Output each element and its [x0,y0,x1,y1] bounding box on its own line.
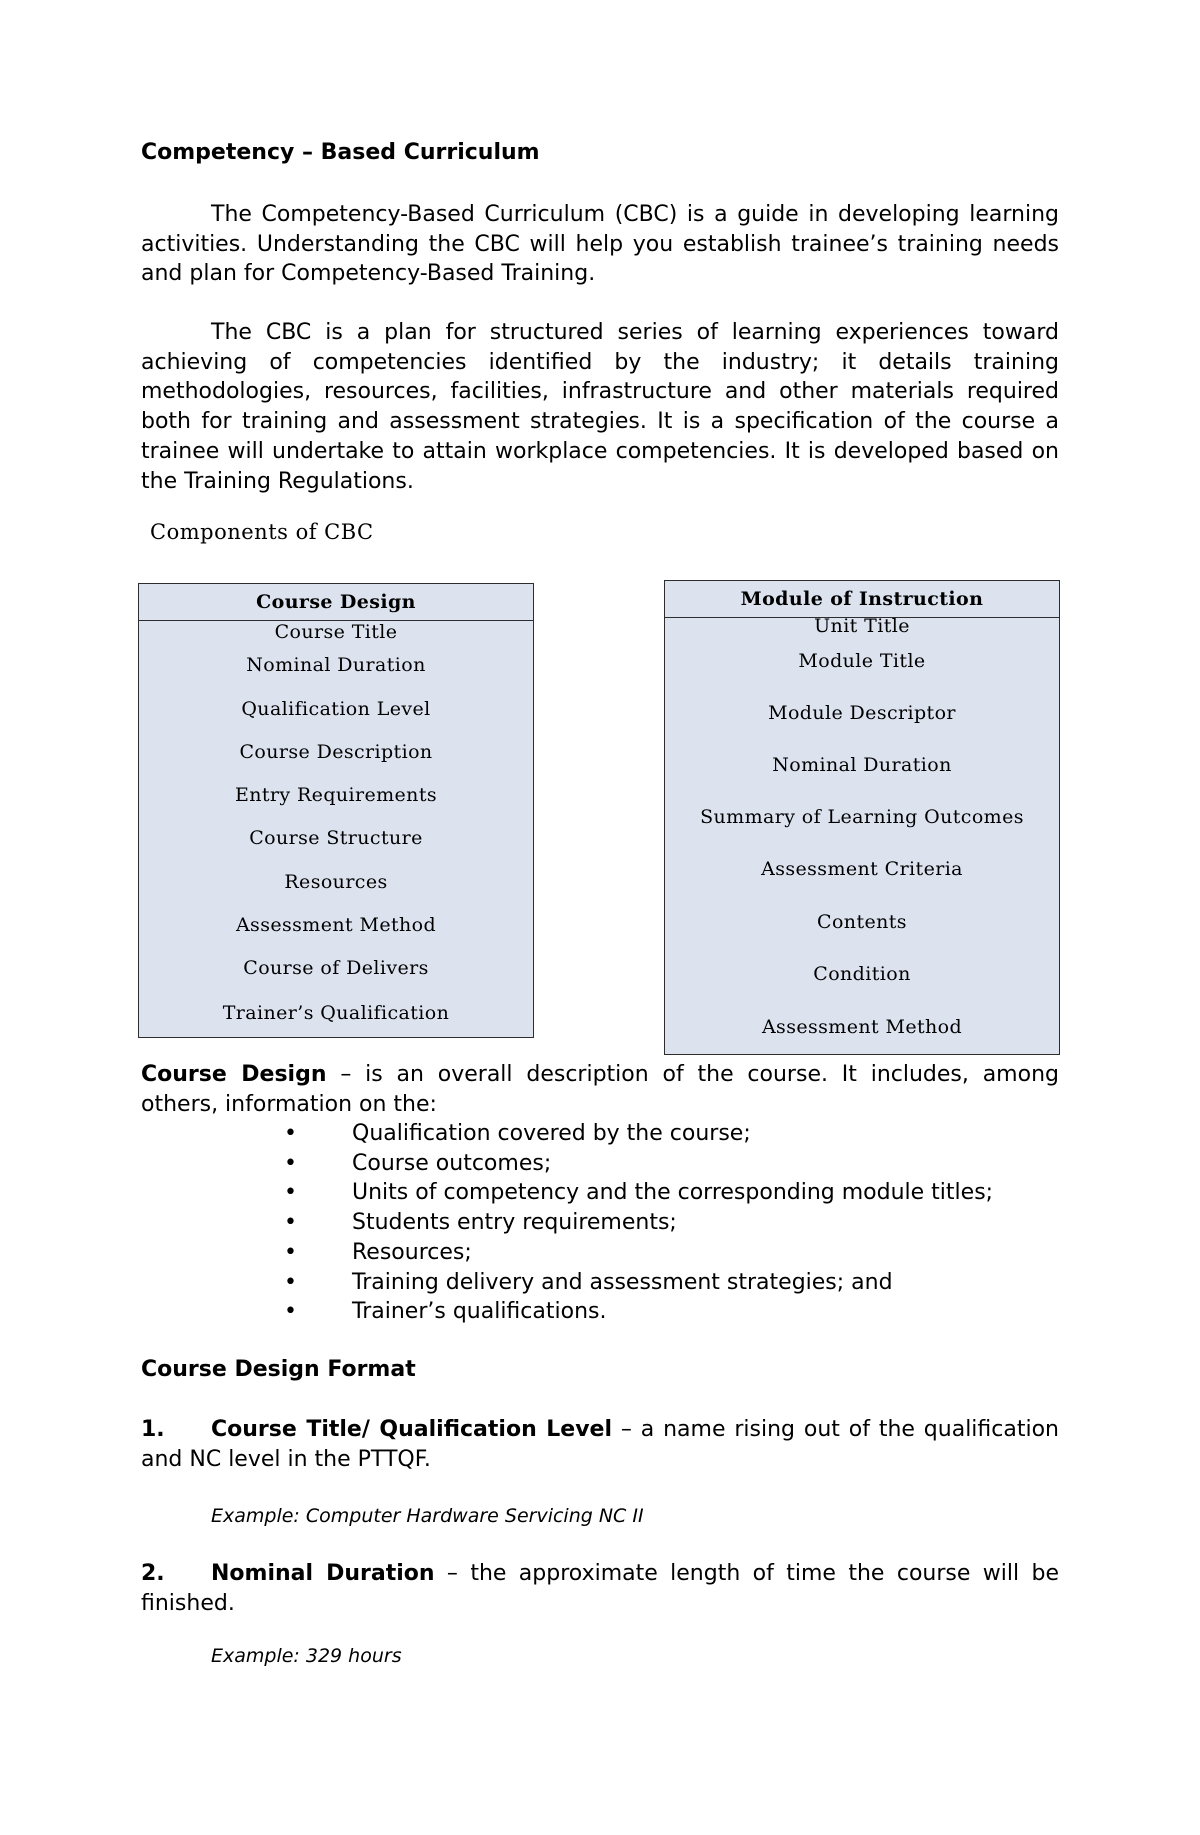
bullet-icon: • [284,1269,297,1295]
module-item: Unit Title [814,615,910,637]
format-item-term: Nominal Duration [211,1561,435,1586]
course-design-item: Nominal Duration [246,654,426,676]
module-item: Assessment Method [761,1016,963,1038]
intro-paragraph: The Competency-Based Curriculum (CBC) is a guide in developing learning activities. Understanding the CBC will help you establish trainee’s training needs and plan for Competency-Based Training. [141,202,1059,287]
format-item-2 [141,1559,1059,1618]
module-item: Condition [813,963,911,985]
format-item-text: – a name rising out of the qualification and NC level in the PTTQF. [141,1417,1059,1472]
module-item: Module Title [798,650,926,672]
list-item: • Qualification covered by the course; [280,1119,993,1149]
course-design-item: Course of Delivers [243,957,429,979]
course-design-box [138,583,534,1038]
format-item-example: Example: 329 hours [211,1645,402,1667]
course-design-item: Qualification Level [241,698,431,720]
course-design-definition: – is an overall description of the course. It includes, among others, information on the: [141,1062,1059,1117]
course-design-item: Course Structure [249,827,423,849]
module-item: Nominal Duration [772,754,952,776]
format-item-example: Example: Computer Hardware Servicing NC II [211,1505,644,1527]
course-design-item: Course Title [274,621,398,643]
module-box-title: Module of Instruction [665,581,1059,618]
format-item-1 [141,1415,1059,1474]
module-of-instruction-box [664,580,1060,1055]
course-design-term: Course Design [141,1062,327,1087]
list-item: • Students entry requirements; [280,1208,993,1238]
course-design-bullet-list [280,1119,993,1327]
list-item: • Units of competency and the corresponding module titles; [280,1178,993,1208]
format-item-text: – the approximate length of time the course will be finished. [141,1561,1059,1616]
course-design-description [141,1060,1059,1119]
bullet-icon: • [284,1210,297,1236]
module-item: Assessment Criteria [761,858,963,880]
bullet-icon: • [284,1150,297,1176]
module-item: Summary of Learning Outcomes [700,806,1024,828]
list-item: • Resources; [280,1238,993,1268]
cbc-plan-paragraph: The CBC is a plan for structured series of learning experiences toward achieving of competencies identified by the industry; it details training methodologies, resources, facilities, infrastructure and other materials required both for training and assessment strategies. It is a specification of the course a trainee will undertake to attain workplace competencies. It is developed based on the Training Regulations. [141,320,1059,494]
course-design-item: Assessment Method [235,914,437,936]
list-item: • Training delivery and assessment strategies; and [280,1268,993,1298]
course-design-box-title: Course Design [139,584,533,621]
page-title: Competency – Based Curriculum [141,140,540,165]
format-item-term: Course Title/ Qualification Level [211,1417,613,1442]
course-design-item: Course Description [239,741,433,763]
format-item-number: 2. [141,1561,165,1586]
format-heading: Course Design Format [141,1357,416,1382]
course-design-item: Resources [284,871,388,893]
course-design-item: Entry Requirements [234,784,438,806]
format-item-number: 1. [141,1417,165,1442]
course-design-item: Trainer’s Qualification [222,1002,450,1024]
bullet-icon: • [284,1299,297,1325]
module-item: Module Descriptor [768,702,956,724]
components-heading: Components of CBC [150,520,374,544]
module-item: Contents [817,911,907,933]
bullet-icon: • [284,1239,297,1265]
list-item: • Course outcomes; [280,1149,993,1179]
list-item: • Trainer’s qualifications. [280,1297,993,1327]
bullet-icon: • [284,1121,297,1146]
bullet-icon: • [284,1180,297,1206]
